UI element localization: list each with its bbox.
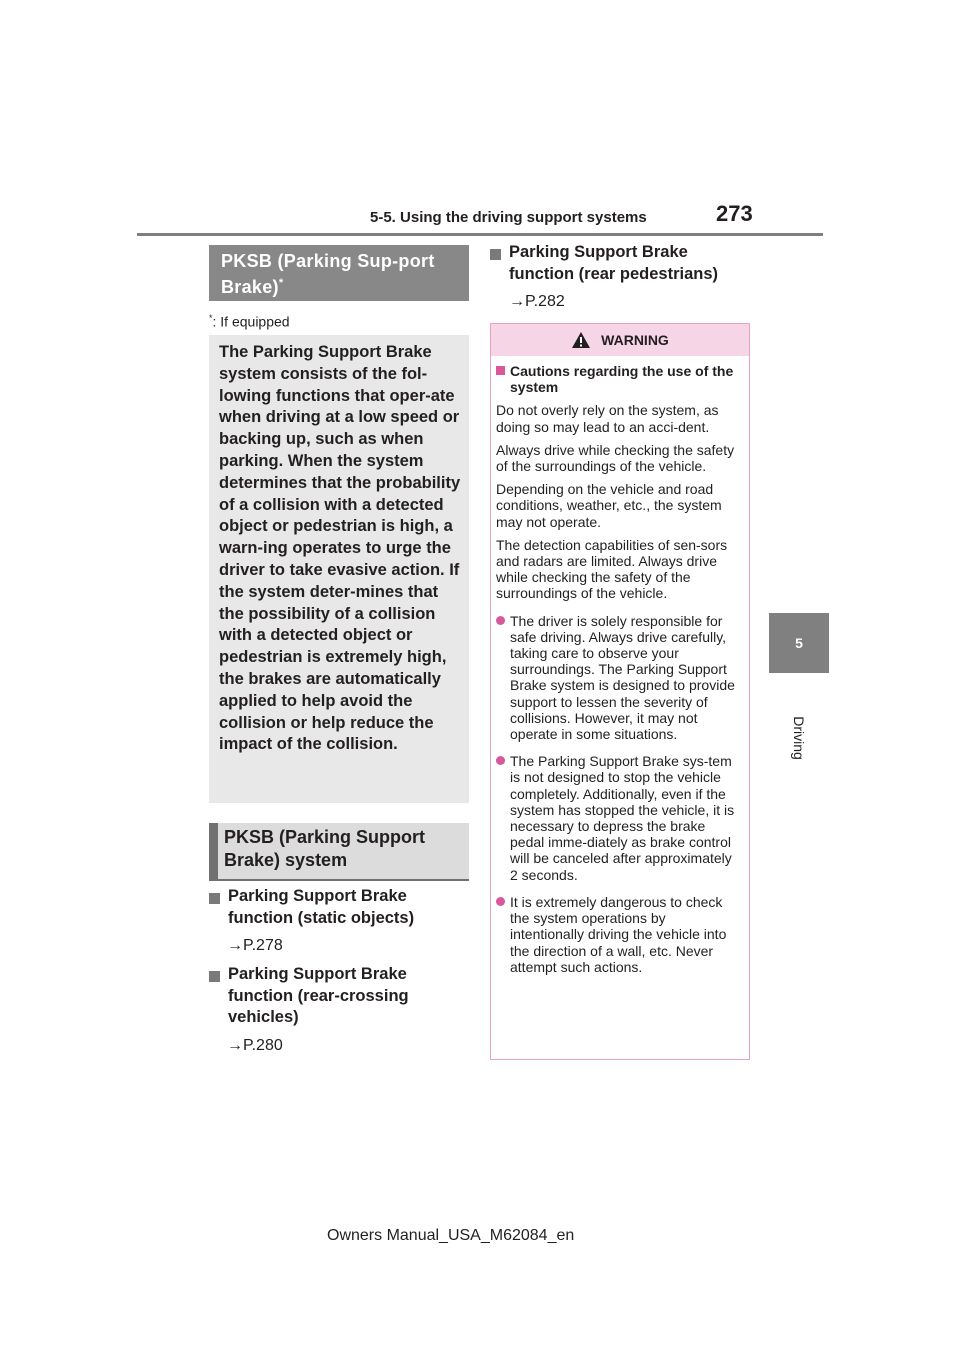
warning-box bbox=[490, 323, 750, 1060]
function-heading-rear-pedestrians: Parking Support Brake function (rear pedestrians) bbox=[490, 242, 750, 285]
pksb-section-heading bbox=[209, 245, 469, 301]
circle-bullet-icon bbox=[496, 616, 505, 625]
footnote-mark: * bbox=[209, 313, 213, 323]
pksb-heading-text: PKSB (Parking Sup-port Brake) bbox=[221, 251, 435, 297]
warning-bullet: The Parking Support Brake sys-tem is not designed to stop the vehicle completely. Additionally, even if the system has stopped the vehicle, it is necessary to depress the brake pedal imme-diately as brake control will be canceled after approximately 2 seconds. bbox=[496, 753, 741, 883]
function-heading-rear-crossing: Parking Support Brake function (rear-crossing vehicles) bbox=[209, 964, 449, 1029]
chapter-tab-number: 5 bbox=[795, 635, 803, 651]
warning-paragraph: Always drive while checking the safety of the surroundings of the vehicle. bbox=[496, 441, 735, 475]
page-reference-link[interactable]: →P.282 bbox=[509, 293, 565, 310]
warning-subheading: Cautions regarding the use of the system bbox=[496, 363, 741, 395]
square-bullet-icon bbox=[496, 366, 505, 375]
warning-triangle-icon bbox=[571, 331, 591, 349]
square-bullet-icon bbox=[209, 893, 220, 904]
warning-title: WARNING bbox=[601, 332, 669, 348]
circle-bullet-icon bbox=[496, 897, 505, 906]
footnote-text: : If equipped bbox=[212, 313, 290, 330]
equipment-footnote bbox=[209, 313, 290, 330]
page-reference-link[interactable]: →P.278 bbox=[227, 937, 283, 954]
intro-summary-box bbox=[209, 335, 469, 803]
warning-body bbox=[491, 356, 749, 975]
header-divider bbox=[137, 233, 823, 236]
square-bullet-icon bbox=[209, 971, 220, 982]
warning-bullet: It is extremely dangerous to check the system operations by intentionally driving the vehicle into the direction of a wall, etc. Never attempt such actions. bbox=[496, 894, 741, 975]
section-header-title: 5-5. Using the driving support systems bbox=[370, 209, 647, 226]
circle-bullet-icon bbox=[496, 756, 505, 765]
page-reference-link[interactable]: →P.280 bbox=[227, 1037, 283, 1054]
warning-paragraph: The detection capabilities of sen-sors and radars are limited. Always drive while checking the safety of the surroundings of the vehicle. bbox=[496, 536, 728, 602]
manual-footer: Owners Manual_USA_M62084_en bbox=[327, 1227, 575, 1244]
square-bullet-icon bbox=[490, 249, 501, 260]
warning-paragraph: Do not overly rely on the system, as doing so may lead to an acci-dent. bbox=[496, 402, 719, 435]
system-heading-text: PKSB (Parking Support Brake) system bbox=[224, 827, 426, 870]
chapter-tab-label: Driving bbox=[791, 716, 807, 760]
chapter-tab[interactable] bbox=[769, 613, 829, 673]
warning-header bbox=[491, 324, 749, 356]
system-section-heading bbox=[209, 823, 469, 881]
warning-paragraph: Depending on the vehicle and road conditions, weather, etc., the system may not operate. bbox=[496, 481, 722, 530]
warning-bullet: The driver is solely responsible for safe driving. Always drive carefully, taking care to observe your surroundings. The Parking Support Brake system is designed to provide support to lessen the severity of collisions. However, it may not operate in some situations. bbox=[496, 613, 741, 743]
intro-summary-text: The Parking Support Brake system consists of the fol-lowing functions that oper-ate when driving at a low speed or backing up, such as when parking. When the system determines that the probability of a collision with a detected object or pedestrian is high, a warn-ing operates to urge the driver to take evasive action. If the system deter-mines that the possibility of a collision with a detected object or pedestrian is extremely high, the brakes are automatically applied to help avoid the collision or help reduce the impact of the collision. bbox=[219, 343, 461, 754]
pksb-heading-asterisk: * bbox=[278, 277, 284, 289]
page-number: 273 bbox=[716, 201, 753, 226]
function-heading-static-objects: Parking Support Brake function (static objects) bbox=[209, 886, 449, 929]
